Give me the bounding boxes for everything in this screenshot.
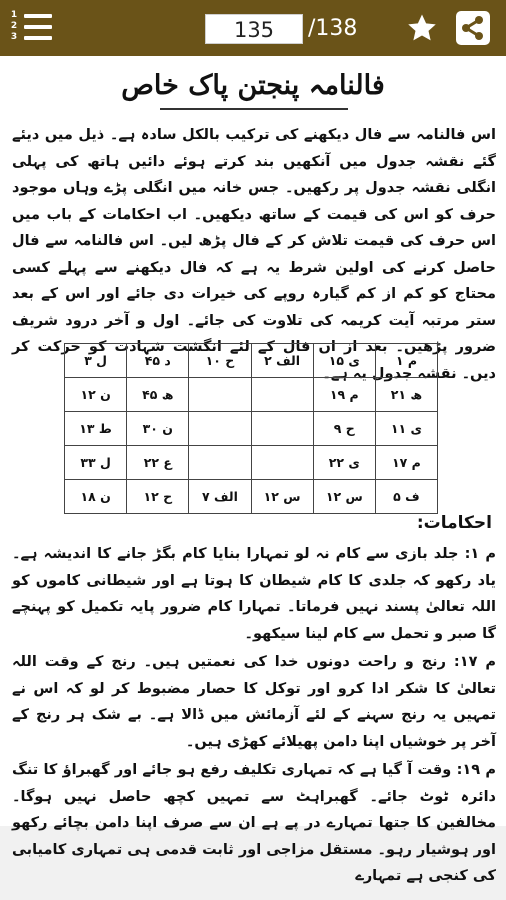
page-title: فالنامہ پنجتن پاک خاص: [121, 70, 385, 101]
grid-cell: [251, 378, 313, 412]
menu-number: 1: [10, 10, 18, 20]
rule-paragraph: م ۱: جلد بازی سے کام نہ لو تمہارا بنایا کام بگڑ جانے کا اندیشہ ہے۔ یاد رکھو کہ جلدی کا کام شیطان کا ہوتا ہے اور شیطانی کاموں کو اللہ تعالیٰ پسند نہیں فرماتا۔ تمہارا کام ضرور پایہ تکمیل کو پہنچے گا صبر و تحمل سے کام لینا سیکھو۔: [12, 546, 496, 642]
grid-cell: ھ ۲۱: [375, 378, 437, 412]
grid-cell: ح ۱۲: [127, 480, 189, 514]
grid-cell: ن ۱۲: [65, 378, 127, 412]
share-button[interactable]: [456, 11, 490, 45]
grid-cell: س ۱۲: [251, 480, 313, 514]
grid-cell: ی ۱۵: [313, 344, 375, 378]
menu-button[interactable]: [8, 10, 54, 46]
page-number-input[interactable]: 135: [205, 14, 303, 44]
fal-grid-table: [64, 343, 438, 514]
grid-cell: ل ۳۳: [65, 446, 127, 480]
menu-number: 3: [10, 32, 18, 42]
grid-cell: ح ۱۰: [189, 344, 251, 378]
page-total: /138: [308, 16, 358, 41]
grid-row: [65, 344, 438, 378]
grid-cell: م ۱: [375, 344, 437, 378]
grid-cell: [189, 446, 251, 480]
grid-row: [65, 446, 438, 480]
grid-cell: [251, 446, 313, 480]
grid-cell: ی ۲۲: [313, 446, 375, 480]
grid-cell: ن ۳۰: [127, 412, 189, 446]
menu-line: [24, 36, 52, 40]
grid-cell: د ۴۵: [127, 344, 189, 378]
menu-line: [24, 14, 52, 18]
grid-cell: ن ۱۸: [65, 480, 127, 514]
grid-cell: ط ۱۳: [65, 412, 127, 446]
grid-cell: الف ۷: [189, 480, 251, 514]
grid-cell: س ۱۲: [313, 480, 375, 514]
rule-paragraph: م ۱۹: وقت آ گیا ہے کہ تمہاری تکلیف رفع ہو جائے اور گھبراؤ کا تنگ دائرہ ٹوٹ جائے۔ گھبراہٹ سے تمہیں کچھ حاصل نہیں ہوگا۔ مخالفین کا جتھا تمہارے در پے ہے ان سے صرف اپنا دامن بچائے رکھو اور ہوشیار رہو۔ مستقل مزاجی اور ثابت قدمی ہی تمہاری کامیابی کی کنجی ہے تمہارے: [12, 762, 496, 884]
ahkam-heading: احکامات:: [416, 513, 492, 533]
grid-cell: ھ ۴۵: [127, 378, 189, 412]
menu-number: 2: [10, 21, 18, 31]
grid-row: [65, 412, 438, 446]
grid-row: [65, 378, 438, 412]
grid-cell: م ۱۷: [375, 446, 437, 480]
star-icon: [405, 11, 439, 45]
intro-paragraph: اس فالنامہ سے فال دیکھنے کی ترکیب بالکل سادہ ہے۔ ذیل میں دیئے گئے نقشہ جدول میں آنکھیں بند کرتے ہوئے دائیں ہاتھ کی پہلی انگلی نقشہ جدول پر رکھیں۔ جس خانہ میں انگلی پڑے وہاں موجود حرف کو اس کی قیمت کے ساتھ دیکھیں۔ اب احکامات کے باب میں اس حرف کی قیمت تلاش کر کے فال پڑھ لیں۔ اس فالنامہ سے فال حاصل کرنے کی اولین شرط یہ ہے کہ فال دیکھنے سے پہلے کسی محتاج کو کم از کم گیارہ روپے کی خیرات دی جائے اور اس کے بعد ستر مرتبہ آیت کریمہ کی تلاوت کی جائے۔ اول و آخر درود شریف ضرور پڑھیں۔ بعد از اں فال کے لئے انگشت شہادت کو حرکت کر دیں۔ نقشہ جدول یہ ہے۔: [12, 127, 496, 382]
grid-cell: الف ۲: [251, 344, 313, 378]
grid-cell: [251, 412, 313, 446]
list-numbered-icon: [8, 10, 20, 43]
grid-cell: ل ۳: [65, 344, 127, 378]
rule-paragraph: م ۱۷: رنج و راحت دونوں خدا کی نعمتیں ہیں۔ رنج کے وقت اللہ تعالیٰ کا شکر ادا کرو اور توکل کا حصار مضبوط کر لو کہ اس نے تمہیں یہ رنج سہنے کے لئے آزمائش میں ڈالا ہے۔ بے شک ہر رنج کے آخر پر خوشیاں اپنا دامن پھیلائے کھڑی ہیں۔: [12, 654, 496, 750]
grid-cell: ف ۵: [375, 480, 437, 514]
book-page: [0, 56, 506, 884]
top-toolbar: [0, 0, 506, 56]
rules-section: [12, 541, 496, 892]
grid-cell: ح ۹: [313, 412, 375, 446]
bookmark-button[interactable]: [405, 11, 439, 45]
grid-cell: [189, 412, 251, 446]
share-icon: [456, 11, 490, 45]
menu-line: [24, 25, 52, 29]
grid-cell: ع ۲۲: [127, 446, 189, 480]
grid-cell: ی ۱۱: [375, 412, 437, 446]
title-underline: [160, 108, 348, 110]
grid-cell: م ۱۹: [313, 378, 375, 412]
grid-cell: [189, 378, 251, 412]
grid-row: [65, 480, 438, 514]
